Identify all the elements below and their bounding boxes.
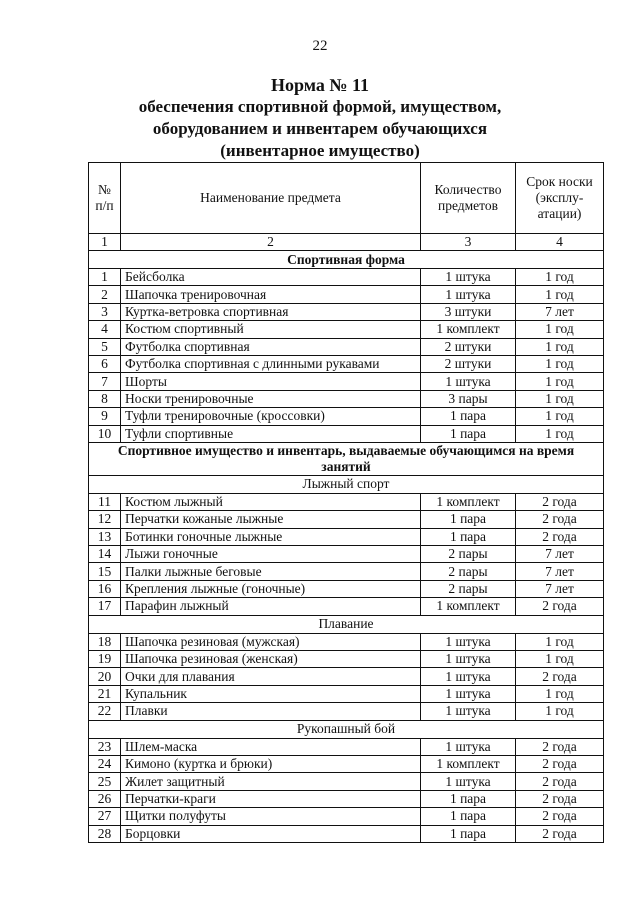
item-name: Купальник <box>121 685 421 702</box>
table-row <box>89 546 604 563</box>
item-term: 1 год <box>516 408 604 425</box>
item-quantity: 2 штуки <box>421 355 516 372</box>
item-number: 26 <box>89 790 121 807</box>
item-number: 2 <box>89 286 121 303</box>
table-row <box>89 373 604 390</box>
item-number: 20 <box>89 668 121 685</box>
section-heading: Лыжный спорт <box>89 475 604 493</box>
table-row <box>89 355 604 372</box>
item-quantity: 1 пара <box>421 511 516 528</box>
column-number: 4 <box>516 234 604 251</box>
item-name: Куртка-ветровка спортивная <box>121 303 421 320</box>
column-number: 1 <box>89 234 121 251</box>
item-term: 1 год <box>516 651 604 668</box>
item-name: Костюм спортивный <box>121 321 421 338</box>
item-name: Кимоно (куртка и брюки) <box>121 755 421 772</box>
item-quantity: 1 штука <box>421 685 516 702</box>
item-quantity: 1 пара <box>421 808 516 825</box>
item-name: Шлем-маска <box>121 738 421 755</box>
item-term: 2 года <box>516 790 604 807</box>
section-heading: Рукопашный бой <box>89 720 604 738</box>
table-row <box>89 773 604 790</box>
section-heading-row <box>89 720 604 738</box>
item-name: Ботинки гоночные лыжные <box>121 528 421 545</box>
header-name: Наименование предмета <box>121 163 421 234</box>
item-name: Шапочка резиновая (женская) <box>121 651 421 668</box>
item-number: 23 <box>89 738 121 755</box>
item-number: 10 <box>89 425 121 442</box>
item-term: 7 лет <box>516 563 604 580</box>
title-line-3: оборудованием и инвентарем обучающихся <box>152 119 488 138</box>
column-number-row <box>89 234 604 251</box>
item-name: Лыжи гоночные <box>121 546 421 563</box>
item-number: 13 <box>89 528 121 545</box>
item-quantity: 1 штука <box>421 773 516 790</box>
table-row <box>89 633 604 650</box>
item-name: Плавки <box>121 703 421 720</box>
item-number: 27 <box>89 808 121 825</box>
item-term: 2 года <box>516 598 604 615</box>
section-heading: Спортивное имущество и инвентарь, выдаваемые обучающимся на время занятий <box>89 442 604 475</box>
item-term: 1 год <box>516 425 604 442</box>
item-number: 28 <box>89 825 121 842</box>
item-quantity: 1 штука <box>421 668 516 685</box>
item-number: 6 <box>89 355 121 372</box>
table-row <box>89 321 604 338</box>
item-name: Щитки полуфуты <box>121 808 421 825</box>
table-row <box>89 563 604 580</box>
item-number: 9 <box>89 408 121 425</box>
table-row <box>89 825 604 842</box>
item-name: Шапочка резиновая (мужская) <box>121 633 421 650</box>
item-name: Жилет защитный <box>121 773 421 790</box>
item-quantity: 1 комплект <box>421 321 516 338</box>
item-quantity: 3 пары <box>421 390 516 407</box>
item-number: 24 <box>89 755 121 772</box>
norm-table <box>88 162 604 843</box>
item-term: 1 год <box>516 269 604 286</box>
item-number: 5 <box>89 338 121 355</box>
item-term: 2 года <box>516 773 604 790</box>
item-number: 19 <box>89 651 121 668</box>
item-term: 1 год <box>516 286 604 303</box>
item-name: Костюм лыжный <box>121 493 421 510</box>
item-quantity: 1 комплект <box>421 755 516 772</box>
item-term: 1 год <box>516 373 604 390</box>
item-number: 8 <box>89 390 121 407</box>
item-quantity: 1 комплект <box>421 598 516 615</box>
item-name: Футболка спортивная с длинными рукавами <box>121 355 421 372</box>
item-name: Футболка спортивная <box>121 338 421 355</box>
item-quantity: 1 пара <box>421 408 516 425</box>
item-term: 2 года <box>516 755 604 772</box>
table-row <box>89 738 604 755</box>
item-number: 14 <box>89 546 121 563</box>
table-row <box>89 685 604 702</box>
section-heading: Плавание <box>89 615 604 633</box>
title-line-1: Норма № 11 <box>271 75 369 95</box>
header-qty: Количество предметов <box>421 163 516 234</box>
item-quantity: 1 штука <box>421 738 516 755</box>
item-name: Борцовки <box>121 825 421 842</box>
table-row <box>89 511 604 528</box>
item-name: Перчатки-краги <box>121 790 421 807</box>
item-term: 1 год <box>516 390 604 407</box>
header-term: Срок носки (эксплу-атации) <box>516 163 604 234</box>
table-row <box>89 703 604 720</box>
title-line-4: (инвентарное имущество) <box>220 141 420 160</box>
section-heading-row <box>89 442 604 475</box>
table-row <box>89 269 604 286</box>
item-quantity: 1 штука <box>421 703 516 720</box>
item-name: Крепления лыжные (гоночные) <box>121 580 421 597</box>
column-number: 2 <box>121 234 421 251</box>
table-row <box>89 651 604 668</box>
item-name: Туфли тренировочные (кроссовки) <box>121 408 421 425</box>
section-heading: Спортивная форма <box>89 251 604 269</box>
item-term: 7 лет <box>516 546 604 563</box>
item-number: 16 <box>89 580 121 597</box>
item-term: 2 года <box>516 825 604 842</box>
item-number: 3 <box>89 303 121 320</box>
item-term: 2 года <box>516 668 604 685</box>
item-quantity: 1 штука <box>421 286 516 303</box>
item-quantity: 2 пары <box>421 580 516 597</box>
item-number: 11 <box>89 493 121 510</box>
item-number: 18 <box>89 633 121 650</box>
item-name: Палки лыжные беговые <box>121 563 421 580</box>
item-number: 4 <box>89 321 121 338</box>
item-number: 22 <box>89 703 121 720</box>
column-number: 3 <box>421 234 516 251</box>
page-number: 22 <box>312 38 328 54</box>
item-quantity: 1 пара <box>421 528 516 545</box>
item-term: 1 год <box>516 355 604 372</box>
document-title <box>0 74 640 162</box>
table-row <box>89 493 604 510</box>
item-quantity: 1 штука <box>421 651 516 668</box>
item-number: 12 <box>89 511 121 528</box>
item-quantity: 1 пара <box>421 425 516 442</box>
item-quantity: 1 штука <box>421 269 516 286</box>
item-quantity: 1 штука <box>421 633 516 650</box>
item-quantity: 1 пара <box>421 825 516 842</box>
item-number: 15 <box>89 563 121 580</box>
item-term: 1 год <box>516 338 604 355</box>
table-header-row <box>89 163 604 234</box>
item-quantity: 1 штука <box>421 373 516 390</box>
item-name: Туфли спортивные <box>121 425 421 442</box>
item-term: 2 года <box>516 511 604 528</box>
table-row <box>89 808 604 825</box>
table-row <box>89 580 604 597</box>
item-term: 7 лет <box>516 580 604 597</box>
table-row <box>89 408 604 425</box>
item-name: Очки для плавания <box>121 668 421 685</box>
section-heading-row <box>89 251 604 269</box>
item-number: 1 <box>89 269 121 286</box>
table-row <box>89 425 604 442</box>
table-row <box>89 668 604 685</box>
item-name: Носки тренировочные <box>121 390 421 407</box>
item-name: Шорты <box>121 373 421 390</box>
item-quantity: 3 штуки <box>421 303 516 320</box>
item-name: Парафин лыжный <box>121 598 421 615</box>
table-row <box>89 338 604 355</box>
section-heading-row <box>89 475 604 493</box>
item-quantity: 1 пара <box>421 790 516 807</box>
item-number: 7 <box>89 373 121 390</box>
table-row <box>89 286 604 303</box>
item-term: 2 года <box>516 738 604 755</box>
section-heading-row <box>89 615 604 633</box>
item-quantity: 1 комплект <box>421 493 516 510</box>
item-number: 17 <box>89 598 121 615</box>
table-row <box>89 303 604 320</box>
item-quantity: 2 пары <box>421 563 516 580</box>
item-name: Перчатки кожаные лыжные <box>121 511 421 528</box>
title-line-2: обеспечения спортивной формой, имуществом, <box>138 97 502 116</box>
header-num: № п/п <box>89 163 121 234</box>
item-term: 2 года <box>516 808 604 825</box>
table-row <box>89 390 604 407</box>
table-row <box>89 790 604 807</box>
item-number: 21 <box>89 685 121 702</box>
item-quantity: 2 пары <box>421 546 516 563</box>
item-term: 1 год <box>516 633 604 650</box>
item-term: 1 год <box>516 321 604 338</box>
item-term: 1 год <box>516 703 604 720</box>
table-body <box>89 251 604 843</box>
item-number: 25 <box>89 773 121 790</box>
item-term: 1 год <box>516 685 604 702</box>
item-quantity: 2 штуки <box>421 338 516 355</box>
table-row <box>89 755 604 772</box>
item-term: 2 года <box>516 493 604 510</box>
item-term: 2 года <box>516 528 604 545</box>
item-name: Шапочка тренировочная <box>121 286 421 303</box>
table-row <box>89 528 604 545</box>
item-name: Бейсболка <box>121 269 421 286</box>
item-term: 7 лет <box>516 303 604 320</box>
table-row <box>89 598 604 615</box>
